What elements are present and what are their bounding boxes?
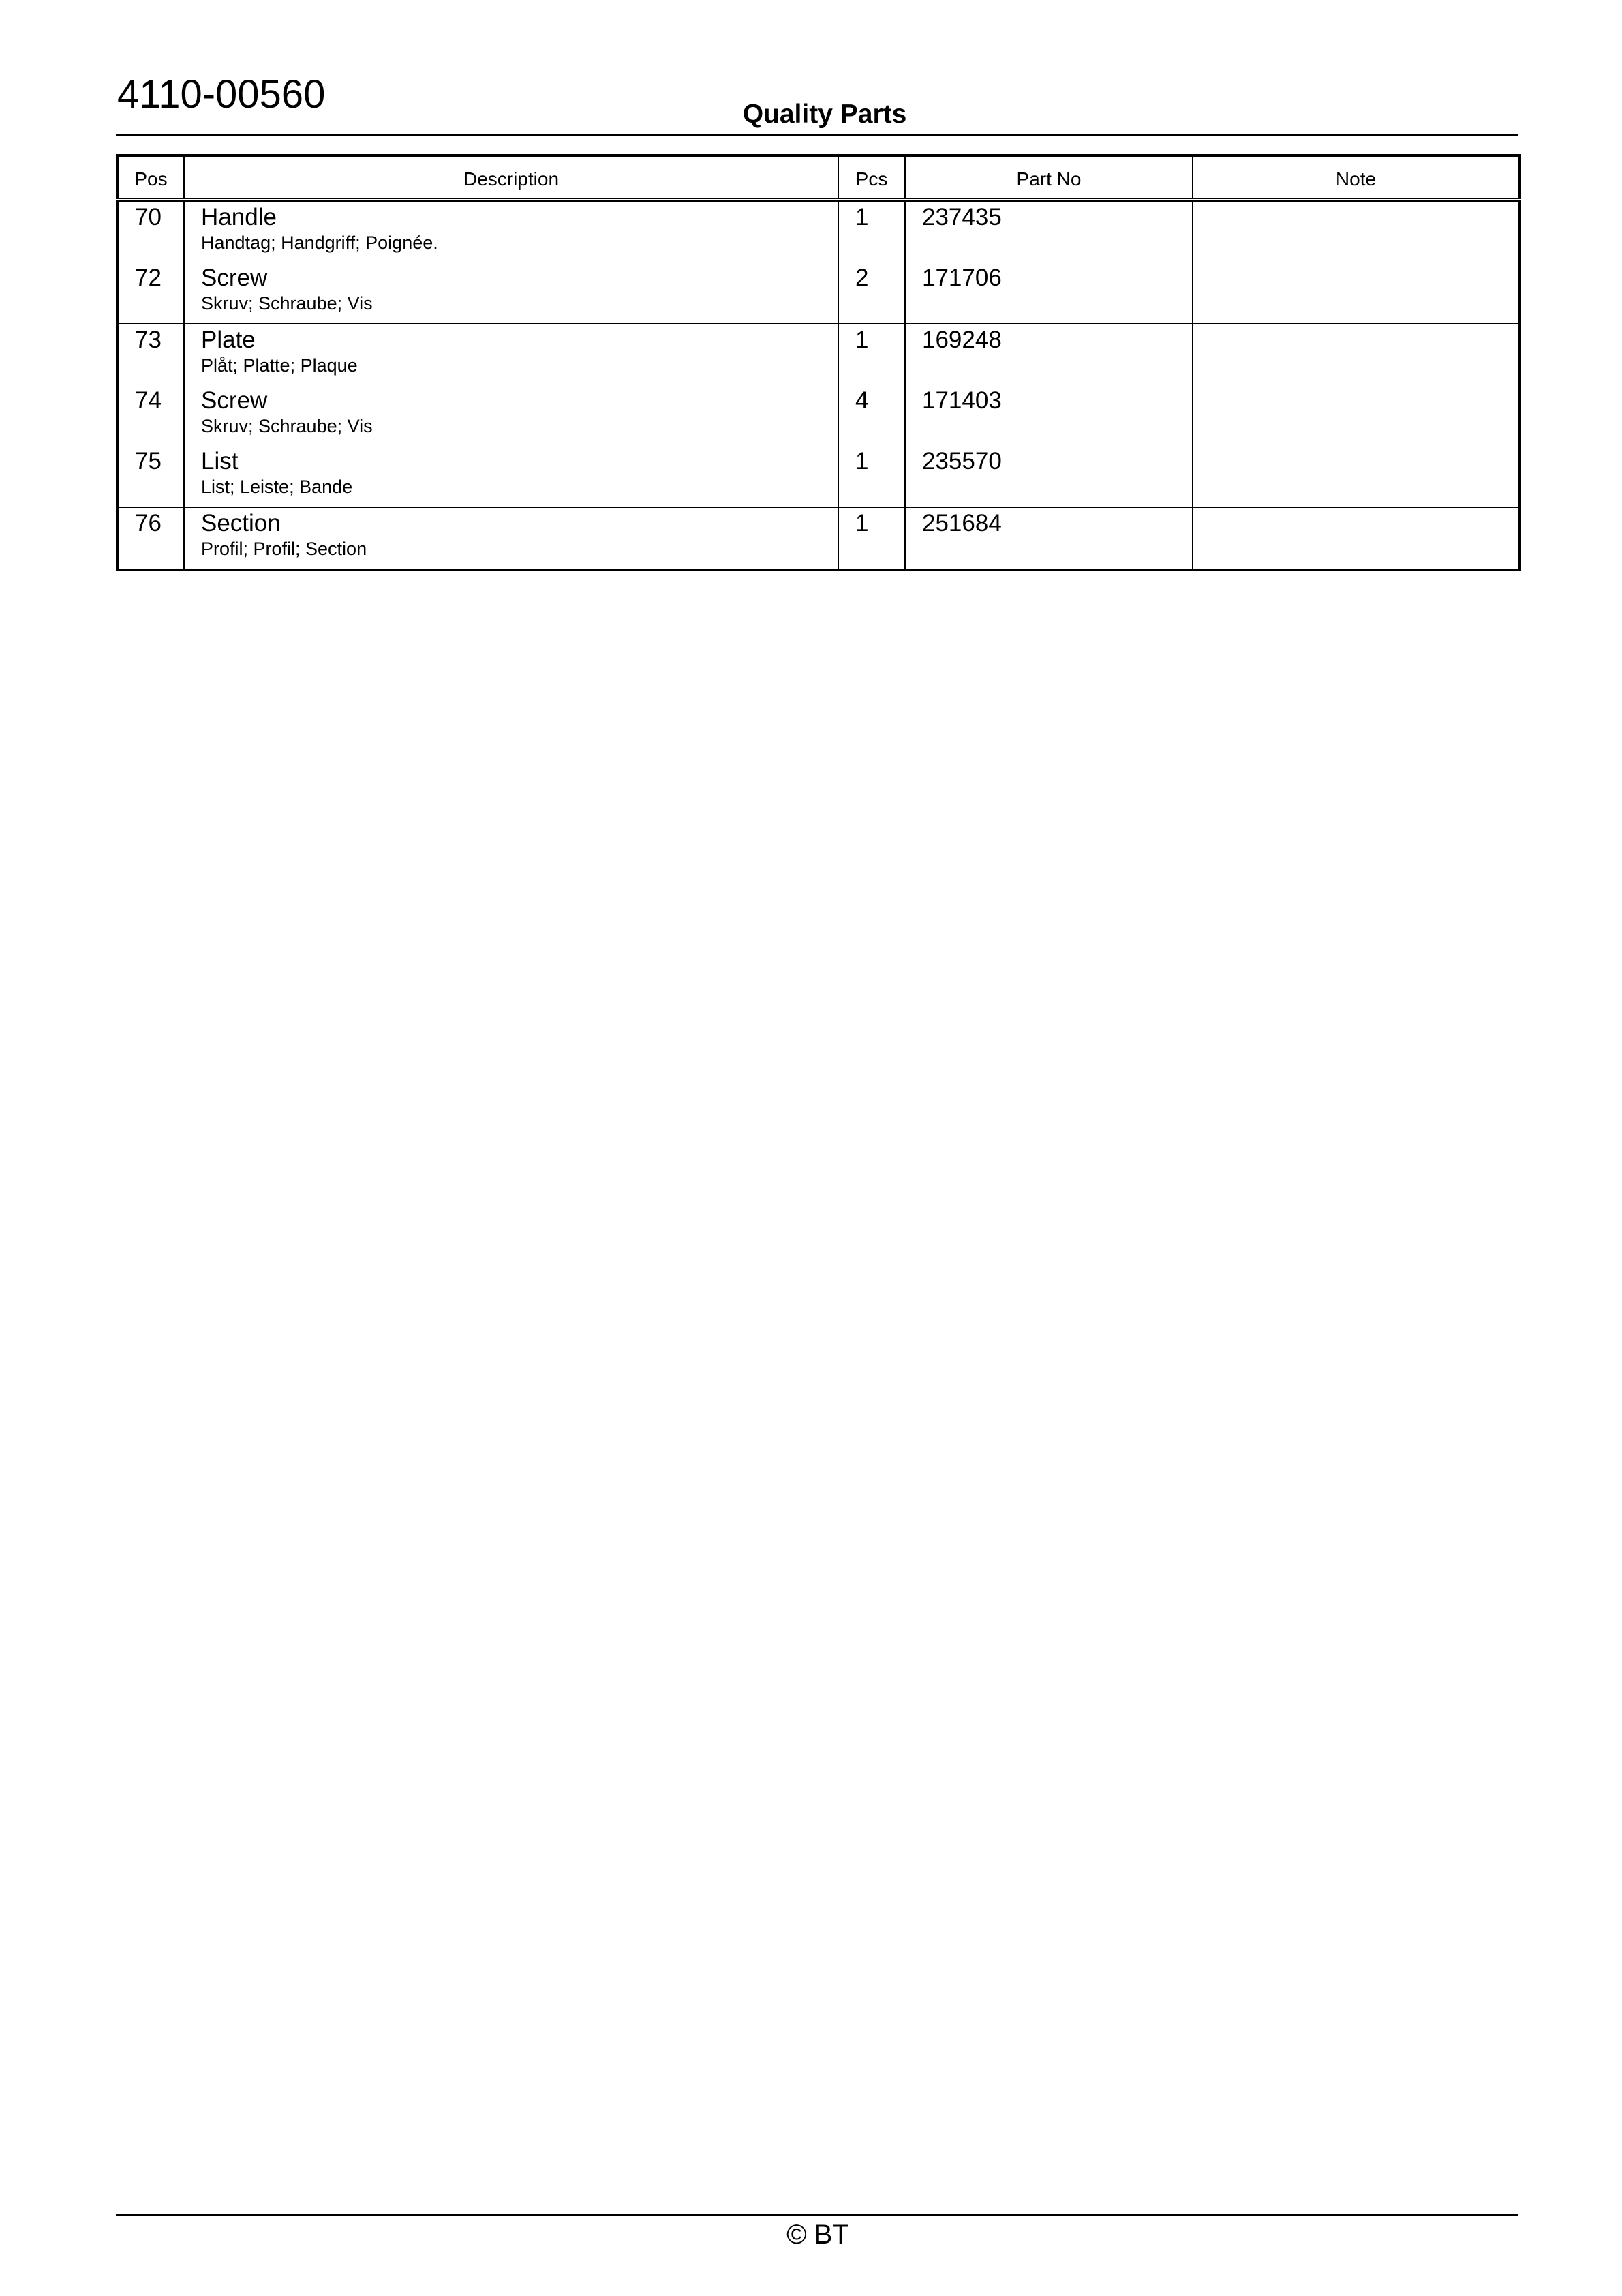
part-translations: List; Leiste; Bande (201, 477, 353, 497)
row-description (184, 507, 838, 570)
row-note (1193, 262, 1520, 324)
part-name: Handle (201, 204, 277, 230)
row-description (184, 262, 838, 324)
table-header-row (117, 155, 1520, 200)
table-row (117, 385, 1520, 446)
part-name: Screw (201, 387, 268, 414)
row-note (1193, 324, 1520, 385)
row-pos: 70 (117, 200, 184, 262)
footer-divider (116, 2214, 1518, 2216)
part-translations: Handtag; Handgriff; Poignée. (201, 232, 438, 253)
row-description (184, 324, 838, 385)
table-row (117, 446, 1520, 507)
row-part-no: 171403 (905, 385, 1193, 446)
copyright-notice: © BT (786, 2220, 849, 2250)
part-name: Plate (201, 327, 256, 353)
column-header-pos: Pos (117, 155, 184, 200)
column-header-pcs: Pcs (838, 155, 905, 200)
column-header-part-no: Part No (905, 155, 1193, 200)
row-pcs: 1 (838, 507, 905, 570)
part-translations: Profil; Profil; Section (201, 539, 367, 559)
row-part-no: 171706 (905, 262, 1193, 324)
row-pcs: 1 (838, 324, 905, 385)
row-note (1193, 200, 1520, 262)
part-name: Section (201, 510, 281, 537)
table-row (117, 262, 1520, 324)
part-translations: Skruv; Schraube; Vis (201, 416, 373, 436)
row-note (1193, 385, 1520, 446)
row-part-no: 251684 (905, 507, 1193, 570)
table-row (117, 324, 1520, 385)
row-description (184, 385, 838, 446)
table-row (117, 507, 1520, 570)
row-part-no: 237435 (905, 200, 1193, 262)
part-translations: Plåt; Platte; Plaque (201, 355, 358, 376)
row-part-no: 169248 (905, 324, 1193, 385)
header-divider (116, 134, 1518, 136)
row-pcs: 1 (838, 446, 905, 507)
row-pos: 72 (117, 262, 184, 324)
page-title: Quality Parts (742, 100, 907, 129)
document-number: 4110-00560 (117, 72, 326, 117)
row-pos: 76 (117, 507, 184, 570)
row-pos: 73 (117, 324, 184, 385)
row-pcs: 4 (838, 385, 905, 446)
part-name: Screw (201, 265, 268, 291)
row-pos: 75 (117, 446, 184, 507)
parts-table (116, 154, 1521, 571)
row-note (1193, 446, 1520, 507)
row-pcs: 2 (838, 262, 905, 324)
table-row (117, 200, 1520, 262)
column-header-description: Description (184, 155, 838, 200)
row-description (184, 446, 838, 507)
row-pcs: 1 (838, 200, 905, 262)
part-name: List (201, 448, 239, 474)
row-note (1193, 507, 1520, 570)
row-description (184, 200, 838, 262)
part-translations: Skruv; Schraube; Vis (201, 293, 373, 314)
row-pos: 74 (117, 385, 184, 446)
row-part-no: 235570 (905, 446, 1193, 507)
column-header-note: Note (1193, 155, 1520, 200)
